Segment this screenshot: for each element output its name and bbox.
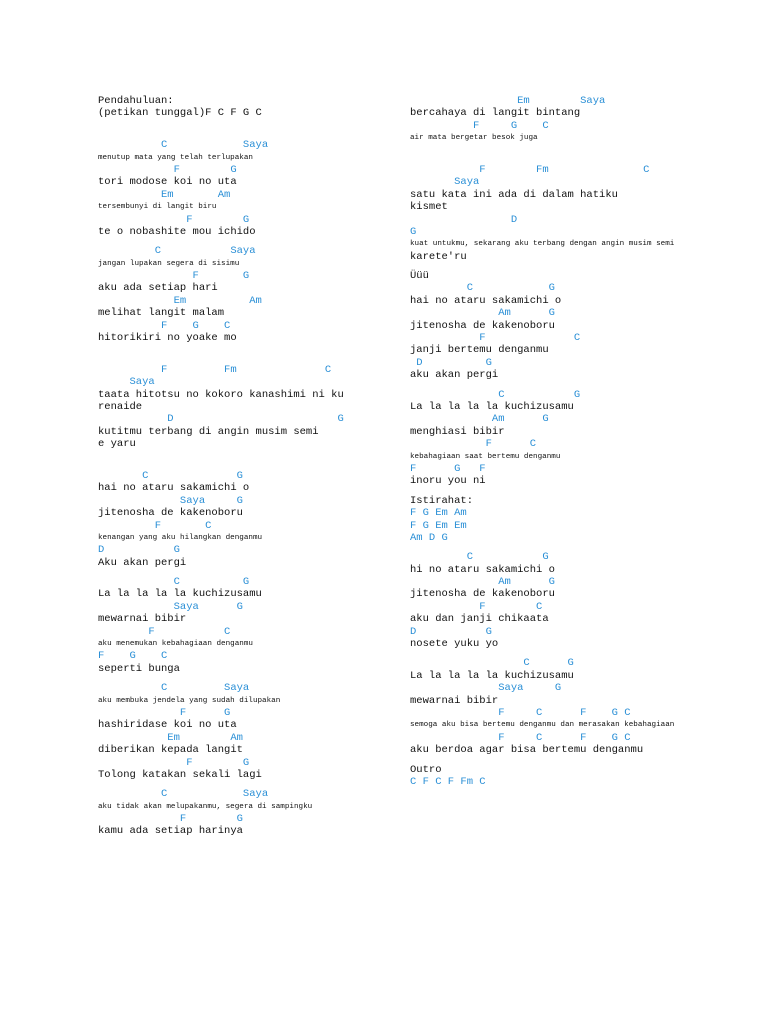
- chord-line: Em Am: [98, 731, 243, 744]
- chord-line: Am D G: [410, 531, 448, 544]
- chord-line: F C: [410, 600, 543, 613]
- chord-line: F G C: [98, 650, 168, 663]
- spacer: [98, 132, 398, 139]
- translation-line: kenangan yang aku hilangkan denganmu: [98, 533, 263, 542]
- lyric-line: hi no ataru sakamichi o: [410, 563, 555, 576]
- chord-line: F C F G C: [410, 706, 631, 719]
- lyric-line: diberikan kepada langit: [98, 744, 243, 757]
- chord-line: Em Saya: [410, 95, 606, 107]
- chord-line: C Saya: [98, 682, 250, 695]
- spacer: [410, 145, 710, 157]
- chord-line: F Fm C: [410, 163, 650, 176]
- chord-line: D G: [98, 413, 344, 426]
- chord-line: F C: [410, 332, 581, 345]
- chord-line: F G C: [410, 119, 549, 132]
- spacer: [410, 157, 710, 164]
- translation-line: kebahagiaan saat bertemu denganmu: [410, 452, 561, 461]
- spacer: [98, 781, 398, 788]
- chord-line: F G: [98, 270, 250, 283]
- chord-line: D: [410, 213, 518, 226]
- lyric-line: (petikan tunggal)F C F G C: [98, 107, 262, 120]
- chord-line: F C: [98, 625, 231, 638]
- lyric-line: kamu ada setiap harinya: [98, 825, 243, 838]
- lyric-line: te o nobashite mou ichido: [98, 225, 256, 238]
- lyric-line: seperti bunga: [98, 662, 180, 675]
- chord-line: Am G: [410, 307, 555, 320]
- lyric-line: taata hitotsu no kokoro kanashimi ni ku: [98, 388, 344, 401]
- lyric-line: mewarnai bibir: [98, 613, 187, 626]
- lyric-line: La la la la la kuchizusamu: [410, 669, 574, 682]
- lyric-line: e yaru: [98, 438, 136, 451]
- lyric-line: aku akan pergi: [410, 369, 499, 382]
- lyric-line: renaide: [98, 400, 143, 413]
- lyric-line: hashiridase koi no uta: [98, 719, 237, 732]
- spacer: [410, 263, 710, 270]
- chord-line: C G: [410, 657, 574, 670]
- chord-line: F G F: [410, 462, 486, 475]
- lyric-line: hai no ataru sakamichi o: [98, 482, 250, 495]
- lyric-line: nosete yuku yo: [410, 638, 499, 651]
- spacer: [410, 650, 710, 657]
- spacer: [98, 569, 398, 576]
- spacer: [98, 357, 398, 364]
- chord-line: Am G: [410, 576, 555, 589]
- spacer: [98, 451, 398, 463]
- chord-line: D G: [410, 356, 492, 369]
- spacer: [410, 382, 710, 389]
- chord-line: F G: [98, 213, 250, 226]
- lyric-line: La la la la la kuchizusamu: [98, 588, 262, 601]
- lyric-line: Outro: [410, 763, 442, 776]
- lyric-line: Tolong katakan sekali lagi: [98, 768, 262, 781]
- lyric-line: Istirahat:: [410, 494, 474, 507]
- spacer: [98, 675, 398, 682]
- chord-line: C G: [410, 551, 549, 564]
- chord-line: F G: [98, 756, 250, 769]
- translation-line: jangan lupakan segera di sisimu: [98, 259, 240, 268]
- chord-line: C F C F Fm C: [410, 775, 486, 788]
- spacer: [410, 544, 710, 551]
- chord-line: Saya G: [98, 600, 243, 613]
- translation-line: aku membuka jendela yang sudah dilupakan: [98, 696, 281, 705]
- chord-line: F G: [98, 706, 231, 719]
- chord-line: Em Am: [98, 188, 231, 201]
- lyric-line: Pendahuluan:: [98, 95, 174, 107]
- chord-line: D G: [98, 544, 180, 557]
- lyric-line: tori modose koi no uta: [98, 176, 237, 189]
- chord-line: F C F G C: [410, 731, 631, 744]
- lyric-line: mewarnai bibir: [410, 694, 499, 707]
- lyric-line: aku dan janji chikaata: [410, 613, 549, 626]
- lyric-line: La la la la la kuchizusamu: [410, 400, 574, 413]
- chord-line: F G Em Am: [410, 507, 467, 520]
- lyric-line: aku ada setiap hari: [98, 282, 218, 295]
- lyric-line: aku berdoa agar bisa bertemu denganmu: [410, 744, 644, 757]
- lyric-line: kutitmu terbang di angin musim semi: [98, 425, 319, 438]
- lyric-line: hitorikiri no yoake mo: [98, 332, 237, 345]
- translation-line: menutup mata yang telah terlupakan: [98, 153, 253, 162]
- lyric-line: janji bertemu denganmu: [410, 344, 549, 357]
- chord-line: C Saya: [98, 245, 256, 258]
- lyric-line: jitenosha de kakenoboru: [410, 588, 555, 601]
- lyric-line: inoru you ni: [410, 475, 486, 488]
- chord-line: Saya: [410, 176, 480, 189]
- lyric-line: Aku akan pergi: [98, 556, 187, 569]
- spacer: [98, 463, 398, 470]
- lyric-line: Üüü: [410, 270, 429, 283]
- translation-line: air mata bergetar besok juga: [410, 134, 538, 143]
- chord-line: C G: [410, 388, 581, 401]
- chord-line: C Saya: [98, 788, 269, 801]
- chord-line: Em Am: [98, 294, 262, 307]
- lyric-line: hai no ataru sakamichi o: [410, 294, 562, 307]
- translation-line: aku menemukan kebahagiaan denganmu: [98, 640, 253, 649]
- spacer: [98, 344, 398, 356]
- chord-line: F C: [98, 519, 212, 532]
- translation-line: aku tidak akan melupakanmu, segera di sampingku: [98, 802, 313, 811]
- spacer: [410, 488, 710, 495]
- chord-line: F G Em Em: [410, 519, 467, 532]
- chord-line: C Saya: [98, 139, 269, 152]
- spacer: [98, 120, 398, 132]
- lyric-line: jitenosha de kakenoboru: [410, 319, 555, 332]
- lyric-line: kismet: [410, 201, 448, 214]
- chord-line: F C: [410, 438, 537, 451]
- right-column: [410, 95, 710, 788]
- chord-line: C G: [98, 576, 250, 589]
- lyric-line: jitenosha de kakenoboru: [98, 507, 243, 520]
- chord-line: Am G: [410, 413, 549, 426]
- chord-line: F G: [98, 163, 237, 176]
- chord-line: C G: [98, 469, 243, 482]
- lyric-line: satu kata ini ada di dalam hatiku: [410, 188, 618, 201]
- spacer: [410, 757, 710, 764]
- chord-line: Saya G: [410, 682, 562, 695]
- chord-line: Saya G: [98, 494, 243, 507]
- translation-line: semoga aku bisa bertemu denganmu dan merasakan kebahagiaan: [410, 721, 675, 730]
- lyric-line: bercahaya di langit bintang: [410, 107, 581, 120]
- chord-line: F Fm C: [98, 363, 332, 376]
- chord-line: C G: [410, 282, 555, 295]
- chord-line: F G C: [98, 319, 231, 332]
- chord-line: F G: [98, 813, 243, 826]
- left-column: [98, 95, 398, 838]
- translation-line: kuat untukmu, sekarang aku terbang dengan angin musim semi: [410, 240, 675, 249]
- chord-line: Saya: [98, 376, 155, 389]
- spacer: [98, 238, 398, 245]
- lyric-line: menghiasi bibir: [410, 425, 505, 438]
- translation-line: tersembunyi di langit biru: [98, 203, 217, 212]
- lyric-line: karete'ru: [410, 250, 467, 263]
- chord-line: G: [410, 225, 417, 238]
- lyric-line: melihat langit malam: [98, 307, 225, 320]
- chord-line: D G: [410, 625, 492, 638]
